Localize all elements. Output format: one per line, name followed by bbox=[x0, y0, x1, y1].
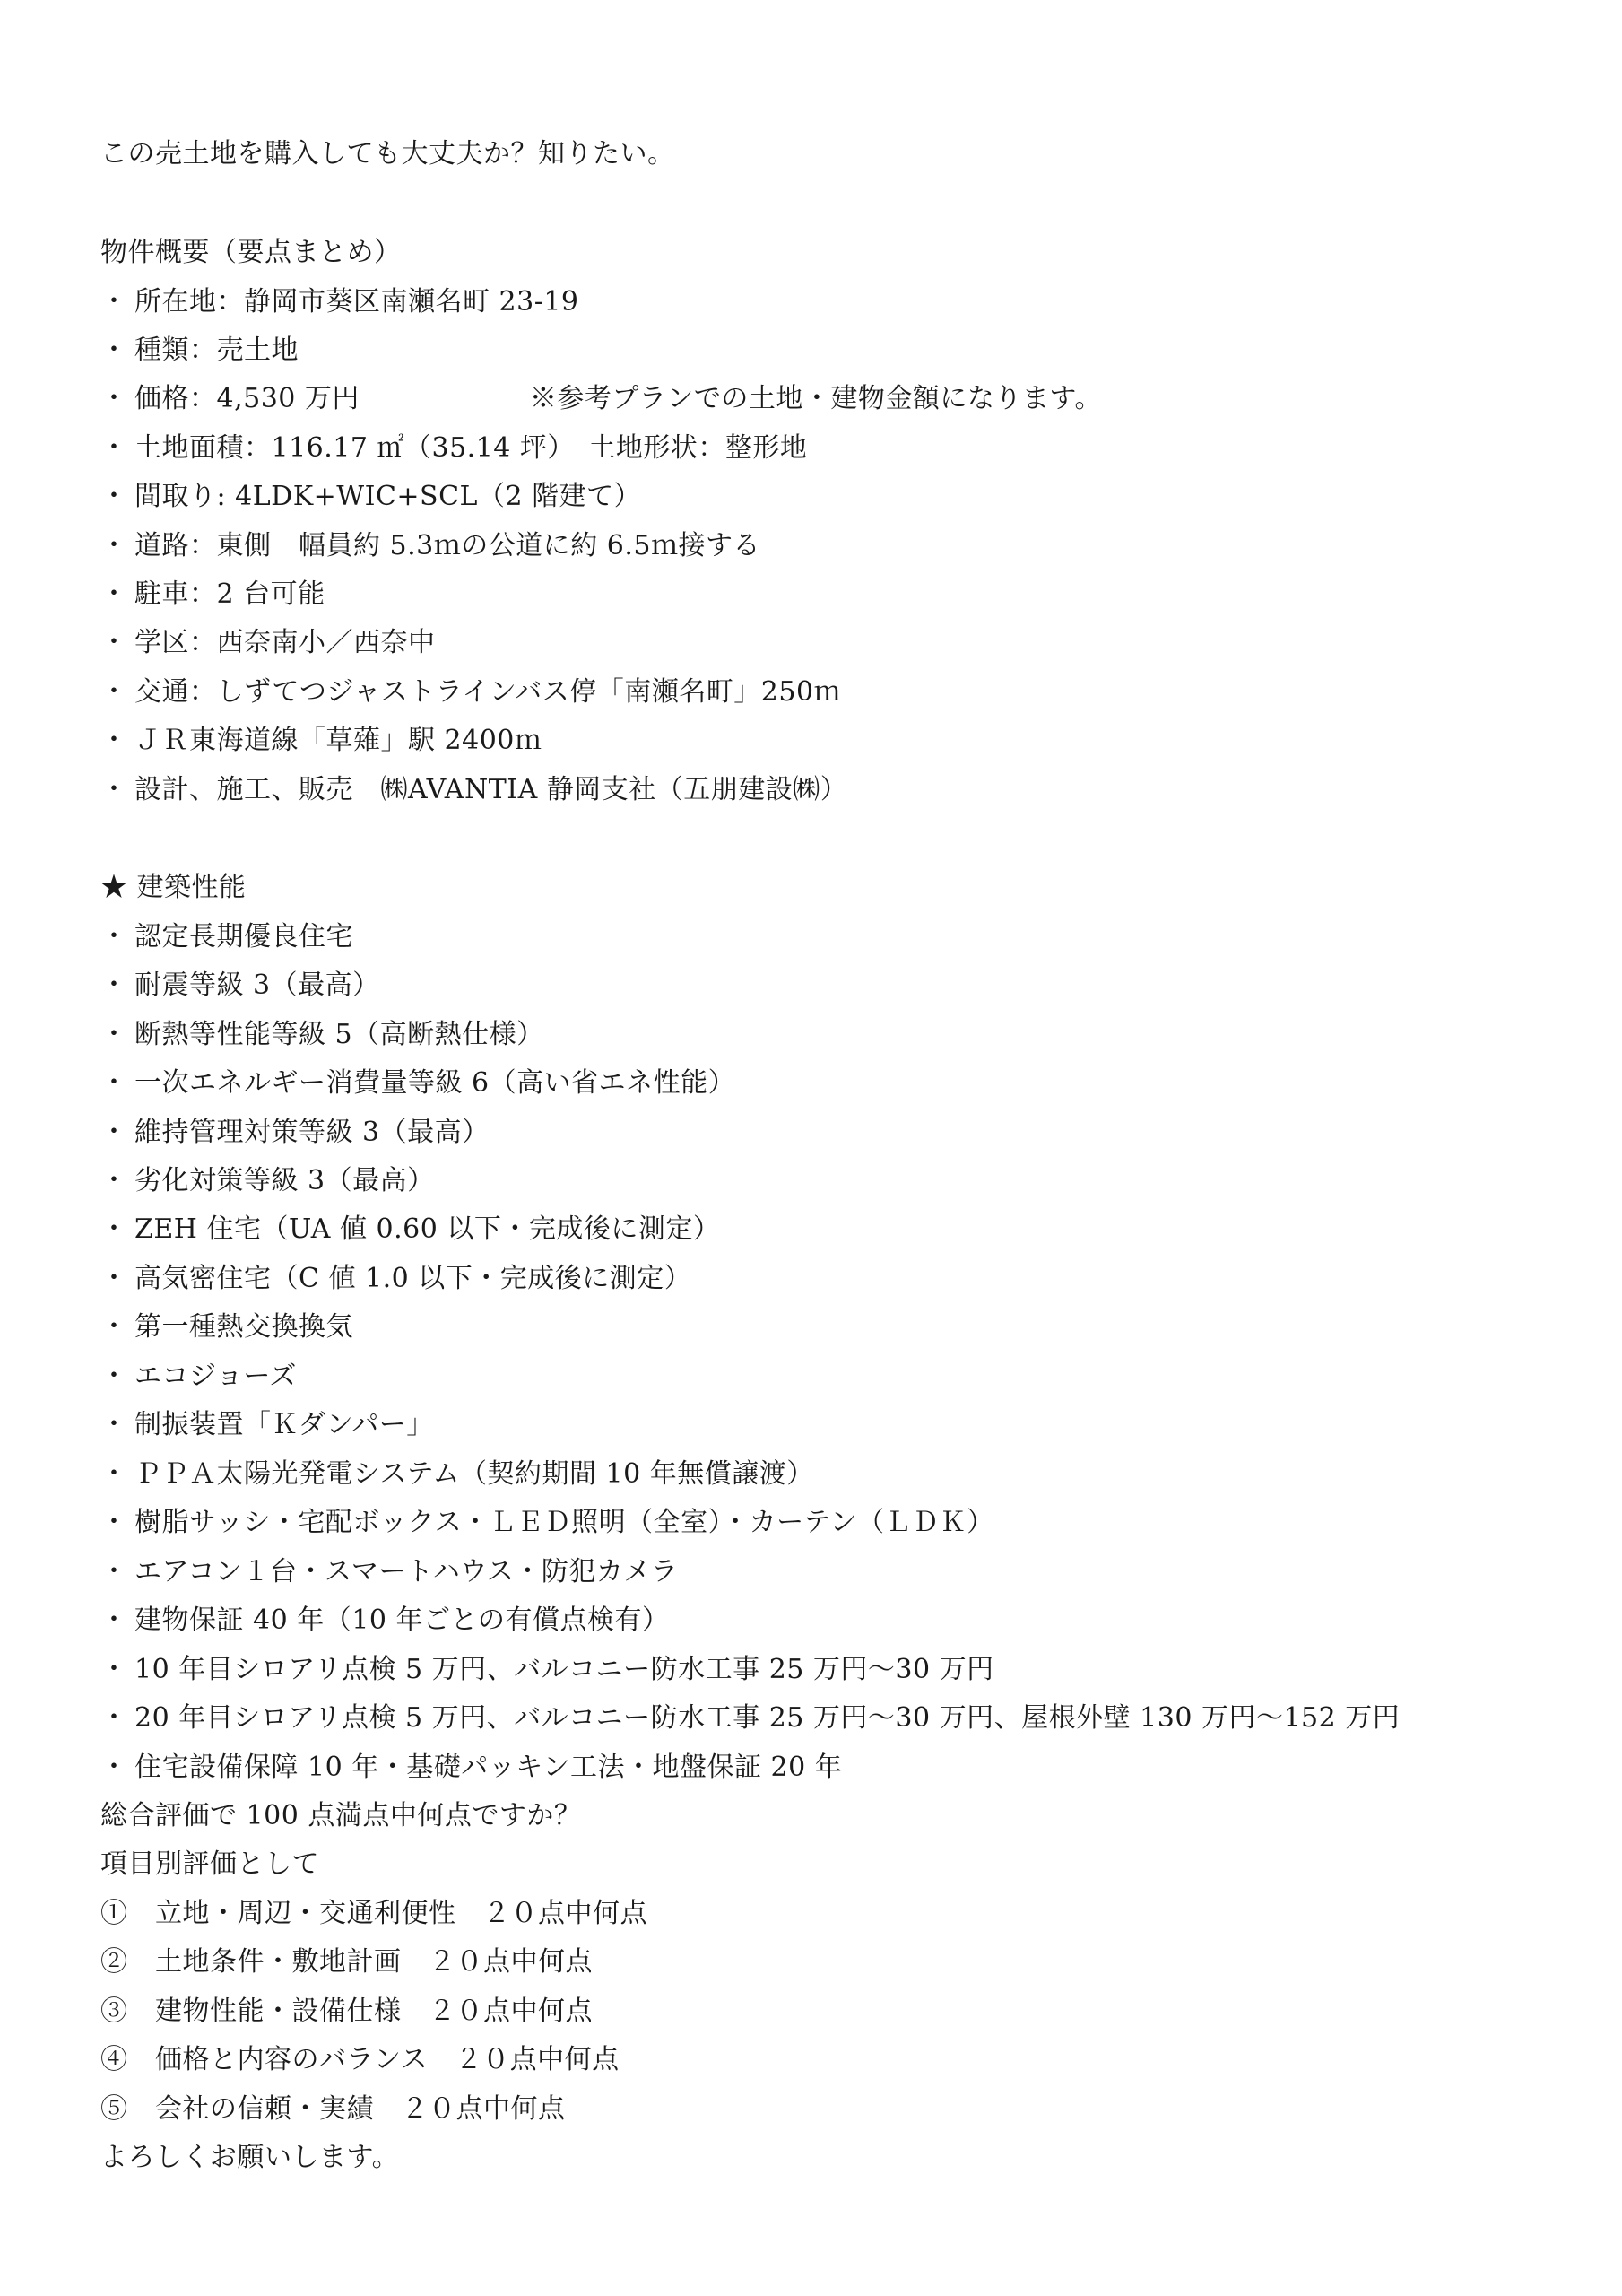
bullet: ・ bbox=[100, 921, 128, 952]
question-text: 総合評価で 100 点満点中何点ですか？ bbox=[100, 1800, 582, 1831]
evaluation-heading: 項目別評価として bbox=[100, 1848, 319, 1880]
overview-item bbox=[100, 479, 641, 515]
bullet: ・ bbox=[100, 1409, 128, 1440]
bullet: ・ bbox=[100, 1556, 128, 1587]
performance-item-text: 耐震等級 3（最高） bbox=[134, 970, 380, 1001]
overview-item-text: 土地面積：116.17 ㎡（35.14 坪） 土地形状：整形地 bbox=[134, 432, 808, 464]
performance-heading: ★ 建築性能 bbox=[100, 872, 247, 903]
overview-item-text: 所在地：静岡市葵区南瀬名町 23-19 bbox=[134, 286, 579, 317]
performance-item-text: 第一種熱交換換気 bbox=[134, 1311, 353, 1343]
performance-item-text: 建物保証 40 年（10 年ごとの有償点検有） bbox=[134, 1605, 670, 1636]
performance-item bbox=[100, 919, 353, 955]
bullet: ・ bbox=[100, 432, 128, 464]
performance-item-text: 断熱等性能等級 5（高断熱仕様） bbox=[134, 1019, 544, 1050]
bullet: ・ bbox=[100, 1458, 128, 1490]
performance-item bbox=[100, 1603, 669, 1639]
performance-item-text: 高気密住宅（C 値 1.0 以下・完成後に測定） bbox=[134, 1263, 692, 1294]
performance-item-text: 樹脂サッシ・宅配ボックス・ＬＥＤ照明（全室）・カーテン（ＬＤＫ） bbox=[134, 1507, 994, 1538]
bullet: ・ bbox=[100, 1019, 128, 1050]
performance-item bbox=[100, 1065, 735, 1101]
overview-item-text: ＪＲ東海道線「草薙」駅 2400ｍ bbox=[134, 725, 542, 756]
bullet: ・ bbox=[100, 1605, 128, 1636]
overview-item-text: 交通：しずてつジャストラインバス停「南瀬名町」250ｍ bbox=[134, 676, 842, 708]
bullet: ・ bbox=[100, 1263, 128, 1294]
overview-item bbox=[100, 430, 807, 466]
performance-item-text: ZEH 住宅（UA 値 0.60 以下・完成後に測定） bbox=[134, 1213, 721, 1245]
performance-item-text: 制振装置「Ｋダンパー」 bbox=[134, 1409, 434, 1440]
performance-item bbox=[100, 1017, 544, 1053]
performance-item-text: エコジョーズ bbox=[134, 1361, 297, 1392]
overview-item bbox=[100, 772, 847, 808]
price-note: ※参考プランでの土地・建物金額になります。 bbox=[529, 383, 1103, 414]
bullet: ・ bbox=[100, 970, 128, 1001]
performance-item bbox=[100, 1652, 994, 1688]
performance-item-text: 住宅設備保障 10 年・基礎パッキン工法・地盤保証 20 年 bbox=[134, 1752, 843, 1783]
performance-item-text: ＰＰＡ太陽光発電システム（契約期間 10 年無償譲渡） bbox=[134, 1458, 814, 1490]
overview-item-text: 学区：西奈南小／西奈中 bbox=[134, 627, 436, 658]
overview-item bbox=[100, 284, 579, 320]
overview-item bbox=[100, 381, 1102, 417]
overview-item-text: 価格：4,530 万円 bbox=[134, 383, 360, 414]
bullet: ・ bbox=[100, 578, 128, 610]
evaluation-item: ④ 価格と内容のバランス ２０点中何点 bbox=[100, 2044, 620, 2075]
performance-item bbox=[100, 1750, 842, 1786]
bullet: ・ bbox=[100, 1213, 128, 1245]
overview-item-text: 種類：売土地 bbox=[134, 335, 299, 366]
bullet: ・ bbox=[100, 1165, 128, 1196]
overview-item bbox=[100, 577, 325, 613]
performance-item-text: 一次エネルギー消費量等級 6（高い省エネ性能） bbox=[134, 1067, 736, 1099]
bullet: ・ bbox=[100, 1117, 128, 1148]
performance-item bbox=[100, 1457, 814, 1492]
performance-item-text: 劣化対策等級 3（最高） bbox=[134, 1165, 435, 1196]
performance-item bbox=[100, 1163, 435, 1199]
bullet: ・ bbox=[100, 627, 128, 658]
bullet: ・ bbox=[100, 530, 128, 561]
bullet: ・ bbox=[100, 383, 128, 414]
overview-item bbox=[100, 528, 760, 564]
intro-text: この売土地を購入しても大丈夫か？知りたい。 bbox=[100, 138, 675, 170]
bullet: ・ bbox=[100, 1752, 128, 1783]
evaluation-item: ② 土地条件・敷地計画 ２０点中何点 bbox=[100, 1946, 593, 1978]
closing-text: よろしくお願いします。 bbox=[100, 2142, 400, 2173]
overview-item-text: 間取り: 4LDK+WIC+SCL（2 階建て） bbox=[134, 481, 642, 512]
evaluation-item: ⑤ 会社の信頼・実績 ２０点中何点 bbox=[100, 2093, 566, 2125]
bullet: ・ bbox=[100, 1507, 128, 1538]
overview-item bbox=[100, 723, 542, 759]
performance-item bbox=[100, 1554, 678, 1590]
performance-item-text: 認定長期優良住宅 bbox=[134, 921, 353, 952]
overview-heading: 物件概要（要点まとめ） bbox=[100, 237, 402, 268]
performance-item bbox=[100, 1309, 353, 1345]
evaluation-item: ③ 建物性能・設備仕様 ２０点中何点 bbox=[100, 1996, 593, 2027]
bullet: ・ bbox=[100, 335, 128, 366]
performance-item-text: 10 年目シロアリ点検 5 万円、バルコニー防水工事 25 万円～30 万円 bbox=[134, 1654, 994, 1685]
overview-item-text: 設計、施工、販売 ㈱AVANTIA 静岡支社（五朋建設㈱） bbox=[134, 774, 848, 805]
bullet: ・ bbox=[100, 774, 128, 805]
overview-item bbox=[100, 333, 299, 369]
bullet: ・ bbox=[100, 1067, 128, 1099]
overview-item bbox=[100, 625, 436, 661]
performance-item-text: エアコン１台・スマートハウス・防犯カメラ bbox=[134, 1556, 679, 1587]
performance-item bbox=[100, 1115, 490, 1151]
bullet: ・ bbox=[100, 1702, 128, 1734]
bullet: ・ bbox=[100, 1311, 128, 1343]
performance-item bbox=[100, 1261, 691, 1297]
performance-item-text: 20 年目シロアリ点検 5 万円、バルコニー防水工事 25 万円～30 万円、屋根外壁 130 万円～152 万円 bbox=[134, 1702, 1401, 1734]
performance-item bbox=[100, 968, 380, 1004]
performance-item bbox=[100, 1359, 297, 1395]
bullet: ・ bbox=[100, 1654, 128, 1685]
evaluation-item: ① 立地・周辺・交通利便性 ２０点中何点 bbox=[100, 1898, 647, 1929]
performance-item bbox=[100, 1407, 434, 1443]
overview-item-text: 道路：東側 幅員約 5.3ｍの公道に約 6.5ｍ接する bbox=[134, 530, 760, 561]
overview-item-text: 駐車：2 台可能 bbox=[134, 578, 325, 610]
performance-item bbox=[100, 1505, 994, 1541]
performance-item bbox=[100, 1212, 720, 1248]
performance-item-text: 維持管理対策等級 3（最高） bbox=[134, 1117, 490, 1148]
bullet: ・ bbox=[100, 286, 128, 317]
bullet: ・ bbox=[100, 481, 128, 512]
bullet: ・ bbox=[100, 725, 128, 756]
bullet: ・ bbox=[100, 1361, 128, 1392]
bullet: ・ bbox=[100, 676, 128, 708]
overview-item bbox=[100, 674, 841, 710]
performance-item bbox=[100, 1700, 1400, 1736]
